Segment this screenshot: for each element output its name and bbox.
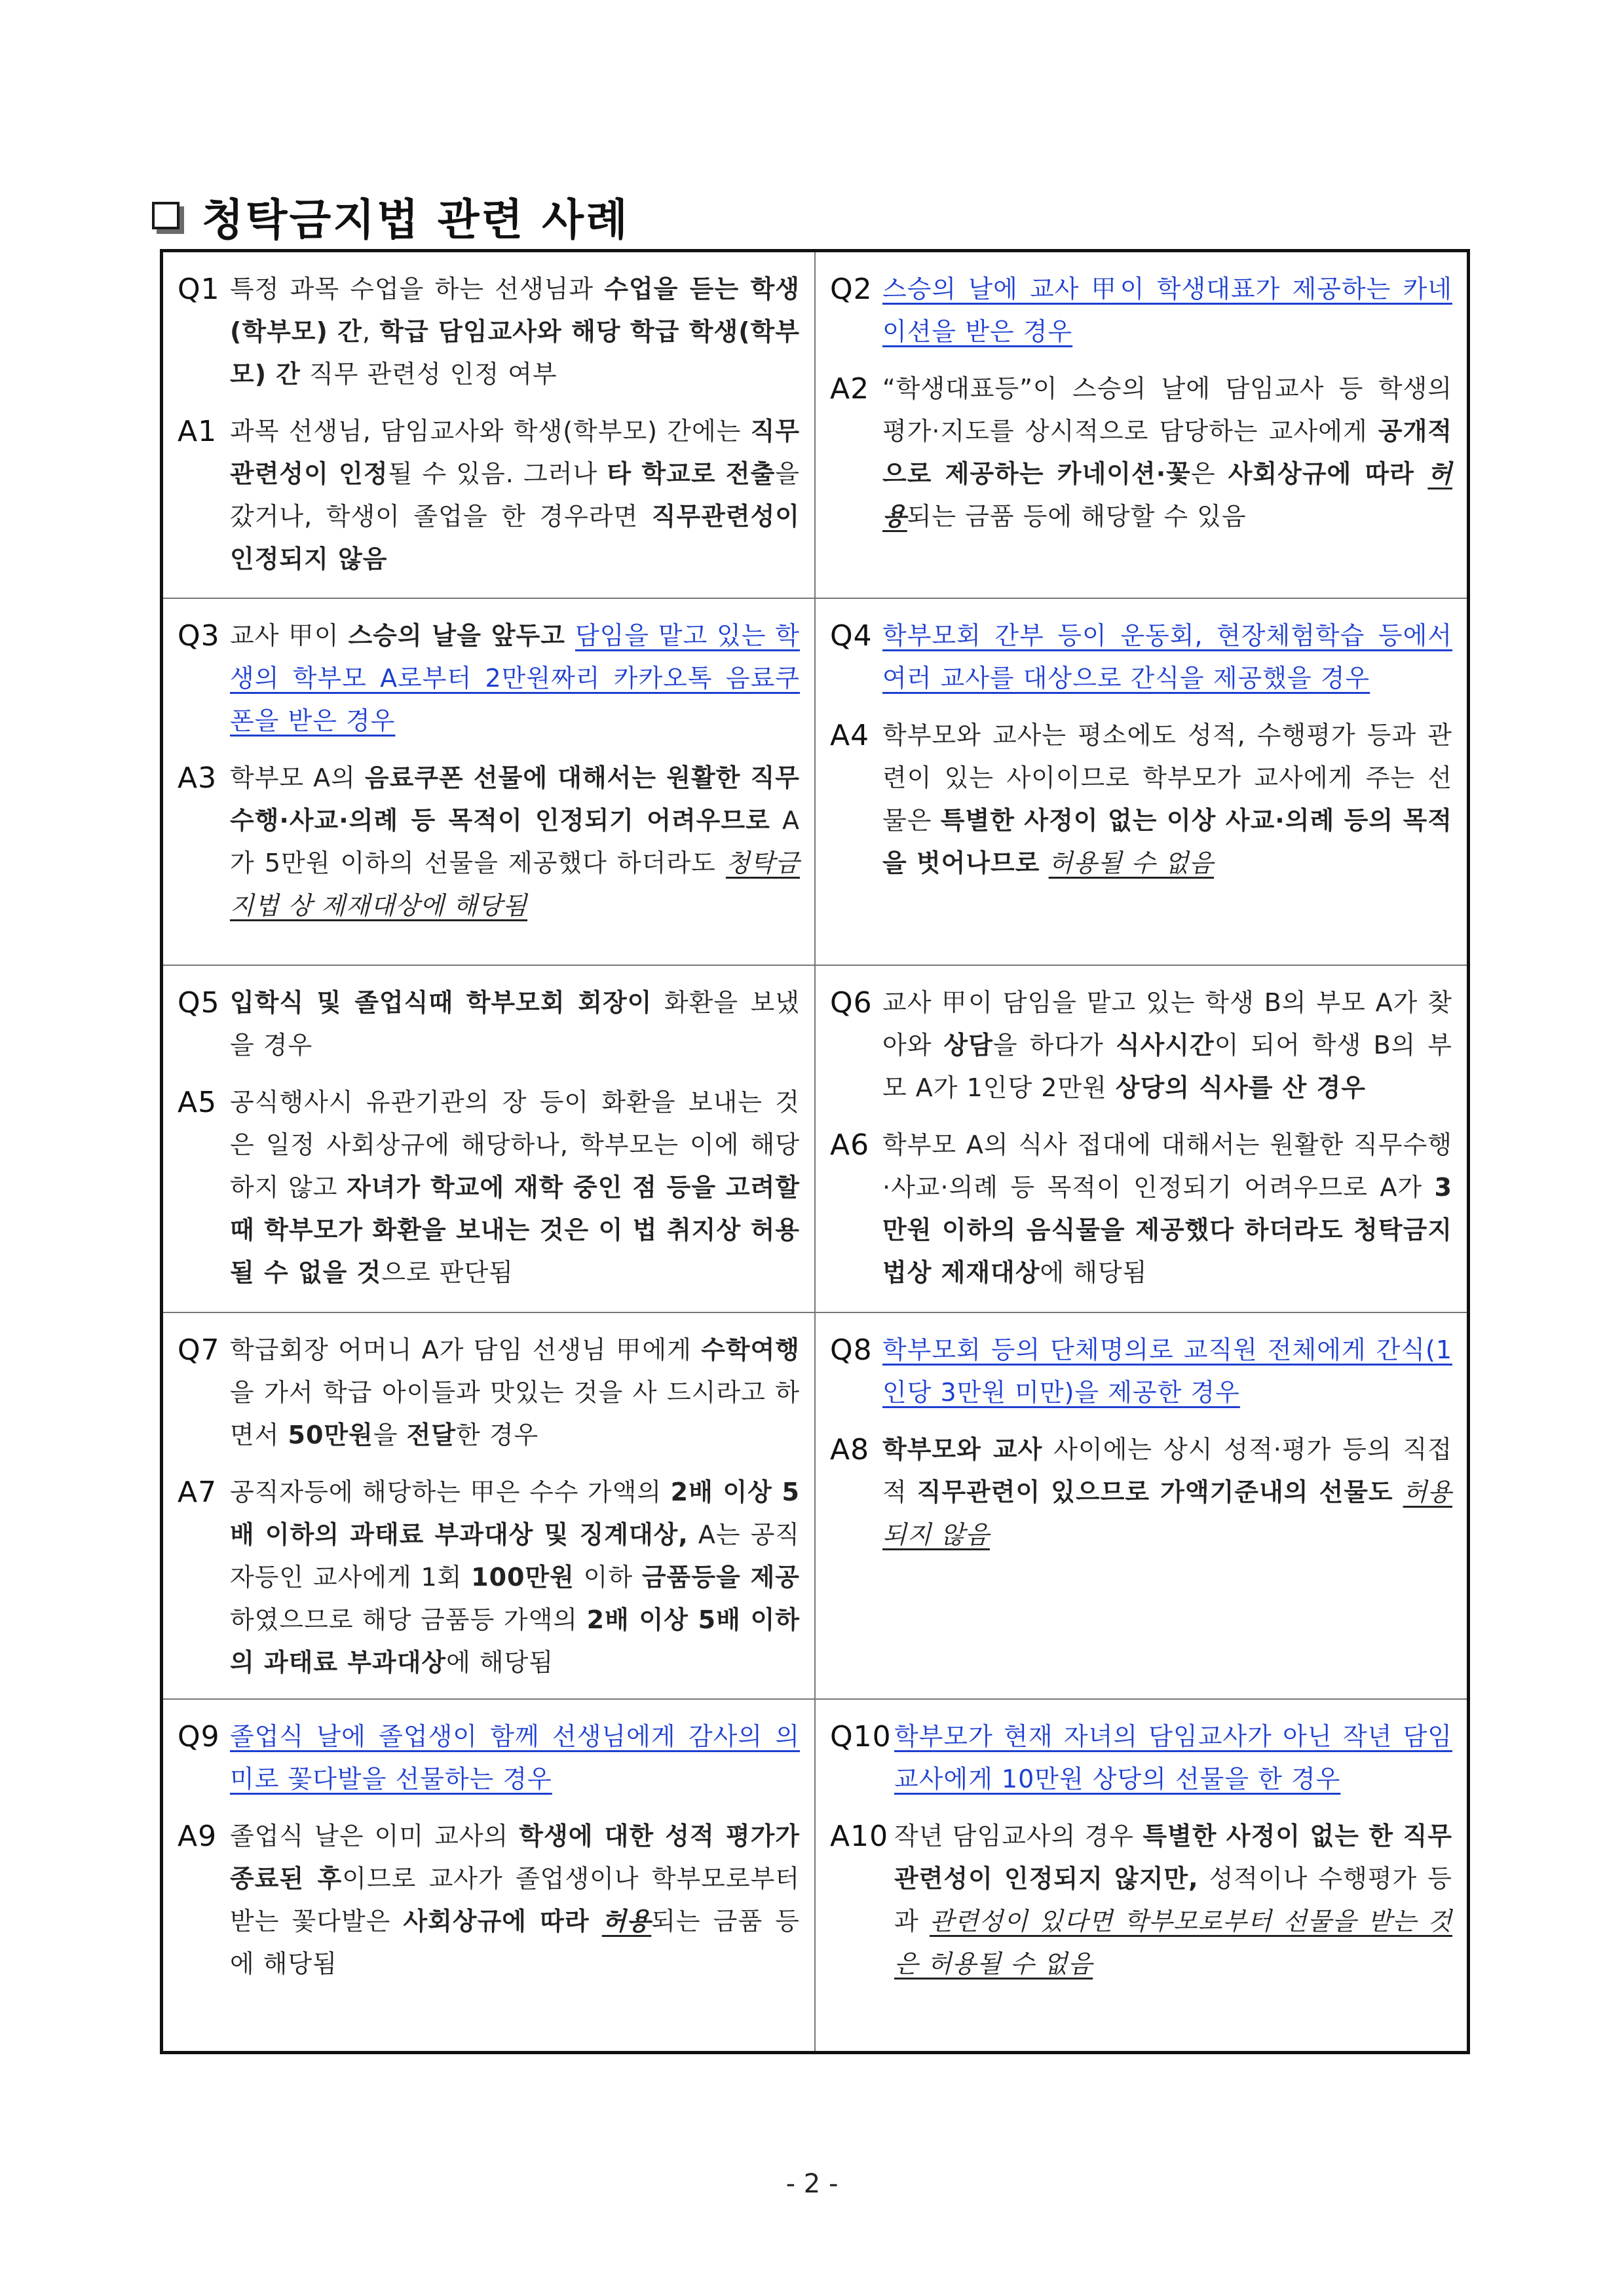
emphasis-text: 타 학교로 전출 [607,459,776,488]
emphasis-text: 스승의 날을 앞두고 [348,621,575,650]
emphasis-text: 전달 [406,1420,457,1449]
body-text: 청탁금지법 상 제재대상에 해당됨 [230,848,800,920]
question-link-text: 학부모회 간부 등이 운동회, 현장체험학습 등에서 여러 교사를 대상으로 간식을 제공했을 경우 [882,621,1452,693]
case-cell [162,251,816,598]
emphasis-text: 3만원 이하의 음식물을 제공했다 하더라도 청탁금지법상 제재대상 [882,1172,1452,1287]
emphasis-text: 상담 [943,1030,993,1060]
body-text: 허용되지 않음 [882,1477,1452,1549]
question-text [230,615,800,742]
body-text: 이하 [574,1562,642,1592]
emphasis-text: 허용 [882,459,1453,531]
body-text: 학부모 A의 [230,763,365,792]
question [178,268,800,396]
answer-label: A6 [830,1128,870,1162]
question-text [882,615,1452,700]
emphasis-text: 특별한 사정이 없는 한 직무관련성이 인정되지 않지만, [894,1821,1452,1893]
answer [178,757,800,927]
emphasis-text: 자녀가 학교에 재학 중인 점 등을 고려할 때 학부모가 화환을 보내는 것은 이 법 취지상 허용될 수 없을 것 [230,1172,800,1287]
question-link-text: 담임을 맡고 있는 학생의 학부모 A로부터 2만원짜리 카카오톡 음료쿠폰을 받은 경우 [230,621,800,735]
answer [830,1815,1452,1985]
body-text: 으로 판단됨 [381,1257,514,1287]
question-link-text: 학부모회 등의 단체명의로 교직원 전체에게 간식(1인당 3만원 미만)을 제공한 경우 [882,1335,1452,1407]
case-cell [162,1312,816,1699]
case-cell [162,965,816,1312]
qa-table [160,249,1470,2054]
question [830,1329,1452,1414]
answer-text [882,1124,1452,1294]
case-cell [815,1699,1469,2053]
answer-label: A8 [830,1432,870,1466]
question-label: Q1 [178,273,220,306]
body-text: 을 [373,1420,407,1449]
answer-label: A3 [178,761,217,795]
body-text: 직무 관련성 인정 여부 [301,360,557,389]
question-text [230,268,800,396]
body-text: 교사 甲이 [230,621,349,650]
answer-label: A10 [830,1819,889,1853]
body-text [1393,1478,1403,1506]
question [178,982,800,1067]
answer-text [882,1428,1452,1556]
body-text: 공직자등에 해당하는 甲은 수수 가액의 [230,1477,671,1506]
question-text [230,1329,800,1457]
answer [178,410,800,581]
emphasis-text: 학부모와 교사 [882,1434,1043,1464]
answer-text [230,1471,800,1684]
body-text: 공식행사시 유관기관의 장 등이 화환을 보내는 것은 일정 사회상규에 해당하나, 학부모는 이에 해당하지 않고 [230,1087,800,1202]
question-text [894,1715,1452,1801]
emphasis-text: 100만원 [471,1562,575,1592]
question-label: Q4 [830,619,873,653]
body-text: 되는 금품 등에 해당할 수 있음 [907,502,1247,531]
question-label: Q7 [178,1333,220,1367]
body-text: 작년 담임교사의 경우 [894,1821,1143,1850]
answer-label: A1 [178,415,217,448]
body-text: 교사 甲이 담임을 맡고 있는 학생 B의 부모 A가 찾아와 [882,987,1452,1060]
body-text: 특정 과목 수업을 하는 선생님과 [230,275,605,303]
emphasis-text: 허용 [601,1906,652,1936]
case-cell [815,1312,1469,1699]
question [178,615,800,742]
body-text: 과목 선생님, 담임교사와 학생(학부모) 간에는 [230,417,751,446]
page-title: 청탁금지법 관련 사례 [202,194,630,245]
body-text: 을 갔거나, 학생이 졸업을 한 경우라면 [230,459,800,531]
case-cell [162,1699,816,2053]
emphasis-text: 입학식 및 졸업식때 학부모회 회장이 [230,987,652,1017]
body-text: 성적이나 수행평가 등과 [894,1864,1452,1936]
emphasis-text: 사회상규에 따라 [403,1906,590,1936]
body-text [590,1907,602,1936]
body-text: A가 5만원 이하의 선물을 제공했다 하더라도 [230,805,800,877]
emphasis-text: 사회상규에 따라 [1228,459,1428,488]
question-text [882,982,1452,1109]
question [830,982,1452,1109]
answer [178,1081,800,1294]
page-number: - 2 - [785,2169,839,2199]
question-label: Q3 [178,619,220,653]
body-text: “학생대표등”이 스승의 날에 담임교사 등 학생의 평가·지도를 상시적으로 담당하는 교사에게 [882,374,1452,446]
body-text: 을 하다가 [992,1030,1116,1060]
answer-text [894,1815,1452,1985]
emphasis-text: 수학여행 [701,1335,800,1364]
case-cell [815,965,1469,1312]
question-label: Q2 [830,273,873,306]
body-text: 화환을 보냈을 경우 [230,987,800,1060]
question-link-text: 스승의 날에 교사 甲이 학생대표가 제공하는 카네이션을 받은 경우 [882,275,1452,346]
body-text: 에 해당됨 [1040,1257,1148,1287]
body-text: 하였으므로 해당 금품등 가액의 [230,1605,587,1634]
body-text: 관련성이 있다면 학부모로부터 선물을 받는 것은 허용될 수 없음 [894,1906,1452,1978]
body-text: 이므로 교사가 졸업생이나 학부모로부터 받는 꽃다발은 [230,1864,801,1936]
emphasis-text: 학급 담임교사와 해당 학급 학생(학부모) 간 [230,317,800,389]
question-label: Q5 [178,985,220,1020]
answer-text [230,1815,800,1985]
question-text [882,1329,1452,1414]
emphasis-text: 음료쿠폰 선물에 대해서는 원활한 직무수행·사교·의례 등 목적이 인정되기 어려우므로 [230,763,800,835]
answer-label: A5 [178,1085,217,1119]
case-cell [162,598,816,965]
emphasis-text: 식사시간 [1115,1030,1215,1060]
answer [830,368,1452,538]
answer-text [230,757,800,927]
body-text: 학부모 A의 식사 접대에 대해서는 원활한 직무수행·사교·의례 등 목적이 인정되기 어려우므로 A가 [882,1130,1452,1202]
question-link-text: 학부모가 현재 자녀의 담임교사가 아닌 작년 담임교사에게 10만원 상당의 선물을 한 경우 [894,1721,1452,1793]
emphasis-text: 50만원 [288,1420,373,1449]
body-text: 될 수 있음. 그러나 [388,459,607,488]
body-text: 되는 금품 등에 해당됨 [230,1906,800,1978]
answer-label: A4 [830,718,870,752]
emphasis-text: 직무관련성이 인정되지 않음 [230,502,800,573]
question [178,1329,800,1457]
case-cell [815,251,1469,598]
question-label: Q9 [178,1719,220,1753]
body-text: 을 가서 학급 아이들과 맛있는 것을 사 드시라고 하면서 [230,1377,800,1449]
emphasis-text: 수업을 듣는 학생(학부모) 간 [230,275,800,346]
question [178,1715,800,1801]
question-text [230,982,800,1067]
question-text [882,268,1452,353]
body-text: 허용될 수 없음 [1048,848,1214,877]
answer [178,1815,800,1985]
answer-text [882,714,1452,885]
checkbox-icon [152,202,179,229]
answer-text [230,1081,800,1294]
emphasis-text: 상당의 식사를 산 경우 [1115,1073,1366,1102]
body-text: 사이에는 상시 성적·평가 등의 직접적 [882,1434,1453,1506]
body-text: 은 [1190,459,1228,488]
emphasis-text: 직무관련성이 인정 [230,417,800,488]
question [830,615,1452,700]
body-text: , [362,317,380,346]
question-link-text: 졸업식 날에 졸업생이 함께 선생님에게 감사의 의미로 꽃다발을 선물하는 경우 [230,1721,800,1793]
case-cell [815,598,1469,965]
emphasis-text: 특별한 사정이 없는 이상 사교·의례 등의 목적을 벗어나므로 [882,805,1453,877]
answer-label: A2 [830,372,870,406]
question-text [230,1715,800,1801]
answer [830,714,1452,885]
emphasis-text: 공개적으로 제공하는 카네이션·꽃 [882,417,1452,488]
body-text: 이 되어 학생 B의 부모 A가 1인당 2만원 [882,1030,1452,1102]
answer-text [882,368,1452,538]
emphasis-text: 금품등을 제공 [641,1562,801,1592]
emphasis-text: 학생에 대한 성적 평가가 종료된 후 [230,1821,800,1893]
answer [830,1428,1452,1556]
question [830,268,1452,353]
answer [830,1124,1452,1294]
body-text [1040,849,1048,877]
emphasis-text: 2배 이상 5배 이하의 과태료 부과대상 및 징계대상, [230,1477,800,1549]
emphasis-text: 직무관련이 있으므로 가액기준내의 선물도 [916,1477,1393,1506]
question-label: Q6 [830,985,873,1020]
body-text: 한 경우 [456,1420,539,1449]
answer-label: A7 [178,1475,217,1509]
body-text: 에 해당됨 [446,1647,554,1677]
question [830,1715,1452,1801]
emphasis-text: 2배 이상 5배 이하의 과태료 부과대상 [230,1605,800,1677]
question-label: Q10 [830,1719,892,1753]
answer-text [230,410,800,581]
question-label: Q8 [830,1333,873,1367]
answer-label: A9 [178,1819,217,1853]
body-text: 학부모와 교사는 평소에도 성적, 수행평가 등과 관련이 있는 사이이므로 학부모가 교사에게 주는 선물은 [882,720,1452,835]
body-text: A는 공직자등인 교사에게 1회 [230,1520,801,1592]
body-text: 학급회장 어머니 A가 담임 선생님 甲에게 [230,1335,702,1364]
section-heading [152,186,630,245]
body-text: 졸업식 날은 이미 교사의 [230,1821,519,1850]
answer [178,1471,800,1684]
